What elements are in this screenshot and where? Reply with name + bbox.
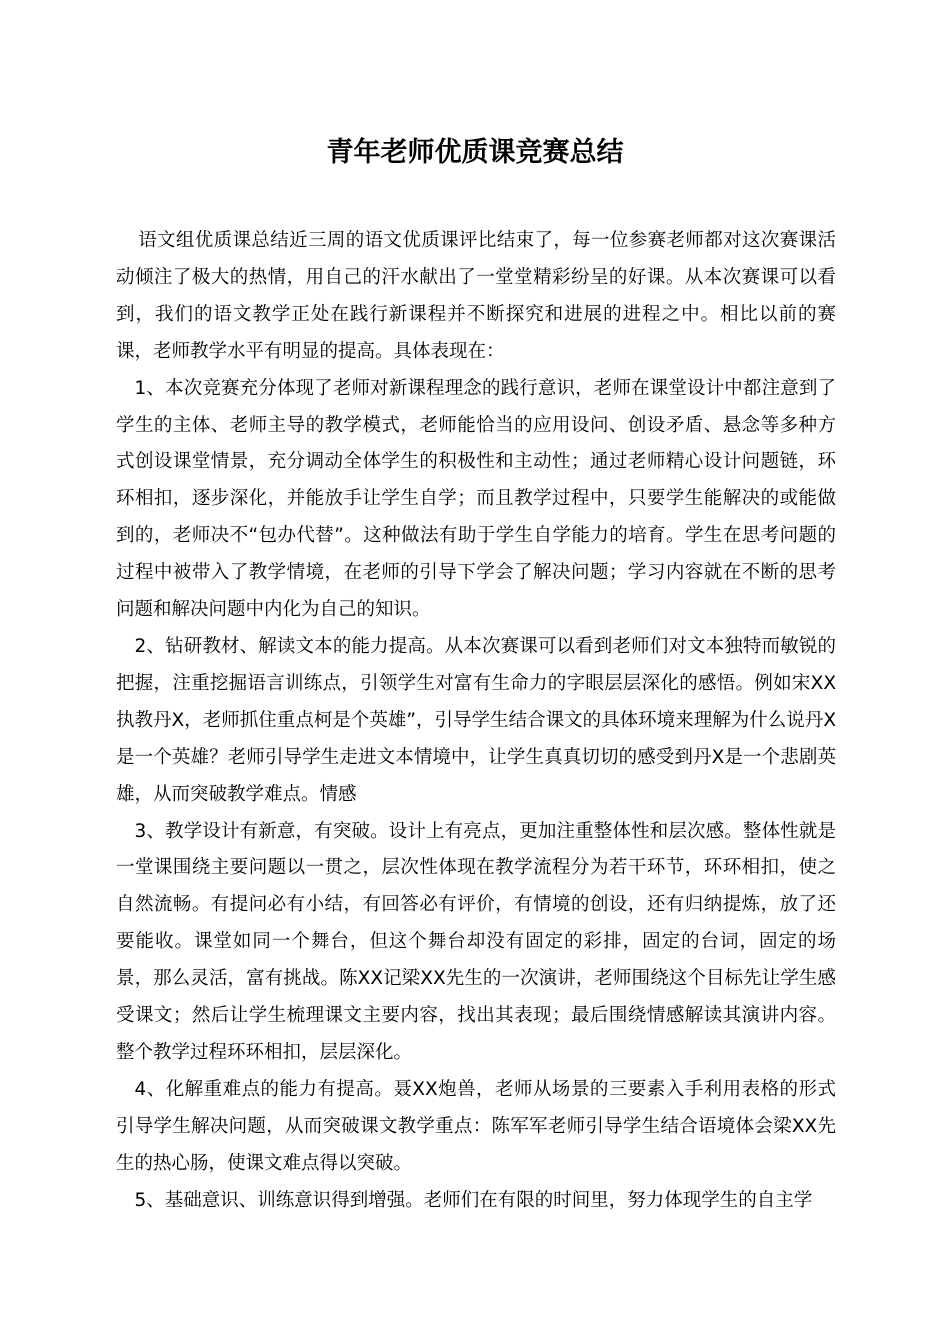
paragraph-point-3: 3、教学设计有新意，有突破。设计上有亮点，更加注重整体性和层次感。整体性就是一堂课围绕主要问题以一贯之，层次性体现在教学流程分为若干环节，环环相扣，使之自然流畅。有提问必有小结，有回答必有评价，有情境的创设，还有归纳提炼，放了还要能收。课堂如同一个舞台，但这个舞台却没有固定的彩排，固定的台词，固定的场景，那么灵活，富有挑战。陈XX记梁XX先生的一次演讲，老师围绕这个目标先让学生感受课文；然后让学生梳理课文主要内容，找出其表现；最后围绕情感解读其演讲内容。整个教学过程环环相扣，层层深化。 [116,820,836,1063]
paragraph-intro: 语文组优质课总结近三周的语文优质课评比结束了，每一位参赛老师都对这次赛课活动倾注了极大的热情，用自己的汗水献出了一堂堂精彩纷呈的好课。从本次赛课可以看到，我们的语文教学正处在践行新课程并不断探究和进展的进程之中。相比以前的赛课，老师教学水平有明显的提高。具体表现在： [116,230,836,362]
document-body [116,223,836,1219]
paragraph-point-2: 2、钻研教材、解读文本的能力提高。从本次赛课可以看到老师们对文本独特而敏锐的把握，注重挖掘语言训练点，引领学生对富有生命力的字眼层层深化的感悟。例如宋XX执教丹X，老师抓住重点柯是个英雄”，引导学生结合课文的具体环境来理解为什么说丹X是一个英雄？老师引导学生走进文本情境中，让学生真真切切的感受到丹X是一个悲剧英雄，从而突破教学难点。情感 [116,635,836,805]
paragraph-point-5: 5、基础意识、训练意识得到增强。老师们在有限的时间里，努力体现学生的自主学 [134,1189,813,1211]
document-title: 青年老师优质课竞赛总结 [326,137,624,168]
paragraph-point-4: 4、化解重难点的能力有提高。聂XX炮兽，老师从场景的三要素入手利用表格的形式引导学生解决问题，从而突破课文教学重点：陈军军老师引导学生结合语境体会梁XX先生的热心肠，使课文难点得以突破。 [116,1078,836,1174]
paragraph-point-1: 1、本次竞赛充分体现了老师对新课程理念的践行意识，老师在课堂设计中都注意到了学生的主体、老师主导的教学模式，老师能恰当的应用设问、创设矛盾、悬念等多种方式创设课堂情景，充分调动全体学生的积极性和主动性；通过老师精心设计问题链，环环相扣，逐步深化，并能放手让学生自学；而且教学过程中，只要学生能解决的或能做到的，老师决不“包办代替”。这种做法有助于学生自学能力的培育。学生在思考问题的过程中被带入了教学情境，在老师的引导下学会了解决问题；学习内容就在不断的思考问题和解决问题中内化为自己的知识。 [116,377,836,621]
